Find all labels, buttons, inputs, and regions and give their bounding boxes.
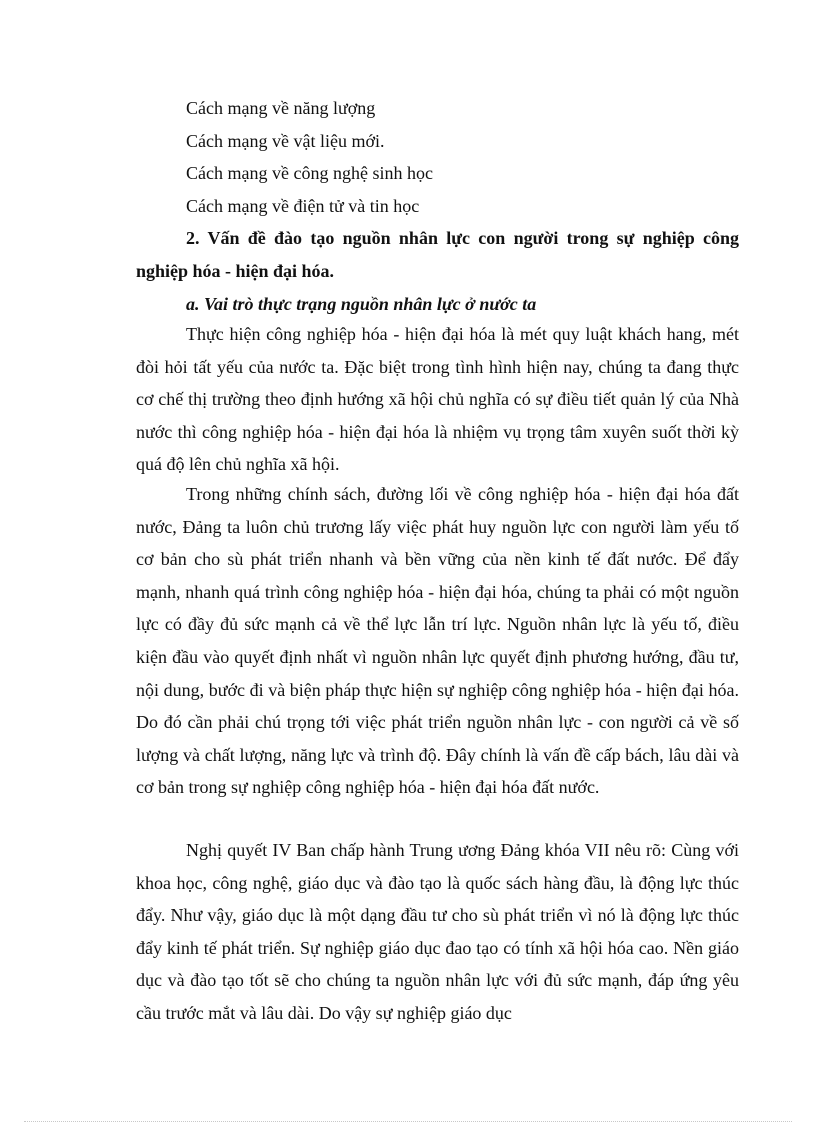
list-item: Cách mạng về điện tử và tin học — [186, 196, 420, 216]
list-item: Cách mạng về vật liệu mới. — [186, 131, 385, 151]
subsection-heading: a. Vai trò thực trạng nguồn nhân lực ở nước ta — [186, 294, 537, 314]
list-item: Cách mạng về công nghệ sinh học — [186, 163, 433, 183]
section-heading: 2. Vấn đề đào tạo nguồn nhân lực con người trong sự nghiệp công nghiệp hóa - hiện đại hóa. — [136, 228, 739, 281]
paragraph: Thực hiện công nghiệp hóa - hiện đại hóa là mét quy luật khách hang, mét đòi hỏi tất yếu của nước ta. Đặc biệt trong tình hình hiện nay, chúng ta đang thực cơ chế thị trường theo định hướng xã hội chủ nghĩa có sự điều tiết quản lý của Nhà nước thì công nghiệp hóa - hiện đại hóa là nhiệm vụ trọng tâm xuyên suốt thời kỳ quá độ lên chủ nghĩa xã hội. — [136, 324, 739, 475]
list-item: Cách mạng về năng lượng — [186, 98, 376, 118]
paragraph: Nghị quyết IV Ban chấp hành Trung ương Đảng khóa VII nêu rõ: Cùng với khoa học, công nghệ, giáo dục và đào tạo là quốc sách hàng đầu, là động lực thúc đẩy. Như vậy, giáo dục là một dạng đầu tư cho sù phát triển vì nó là động lực thúc đẩy kinh tế phát triển. Sự nghiệp giáo dục đao tạo có tính xã hội hóa cao. Nền giáo dục và đào tạo tốt sẽ cho chúng ta nguồn nhân lực với đủ sức mạnh, đáp ứng yêu cầu trước mắt và lâu dài. Do vậy sự nghiệp giáo dục — [136, 840, 739, 1023]
page-divider — [24, 1121, 792, 1122]
paragraph: Trong những chính sách, đường lối về công nghiệp hóa - hiện đại hóa đất nước, Đảng ta luôn chủ trương lấy việc phát huy nguồn lực con người làm yếu tố cơ bản cho sù phát triển nhanh và bền vững của nền kinh tế đất nước. Để đẩy mạnh, nhanh quá trình công nghiệp hóa - hiện đại hóa, chúng ta phải có một nguồn lực có đầy đủ sức mạnh cả về thể lực lẫn trí lực. Nguồn nhân lực là yếu tố, điều kiện đầu vào quyết định nhất vì nguồn nhân lực quyết định phương hướng, đầu tư, nội dung, bước đi và biện pháp thực hiện sự nghiệp công nghiệp hóa - hiện đại hóa. Do đó cần phải chú trọng tới việc phát triển nguồn nhân lực - con người cả về số lượng và chất lượng, năng lực và trình độ. Đây chính là vấn đề cấp bách, lâu dài và cơ bản trong sự nghiệp công nghiệp hóa - hiện đại hóa đất nước. — [136, 484, 739, 798]
